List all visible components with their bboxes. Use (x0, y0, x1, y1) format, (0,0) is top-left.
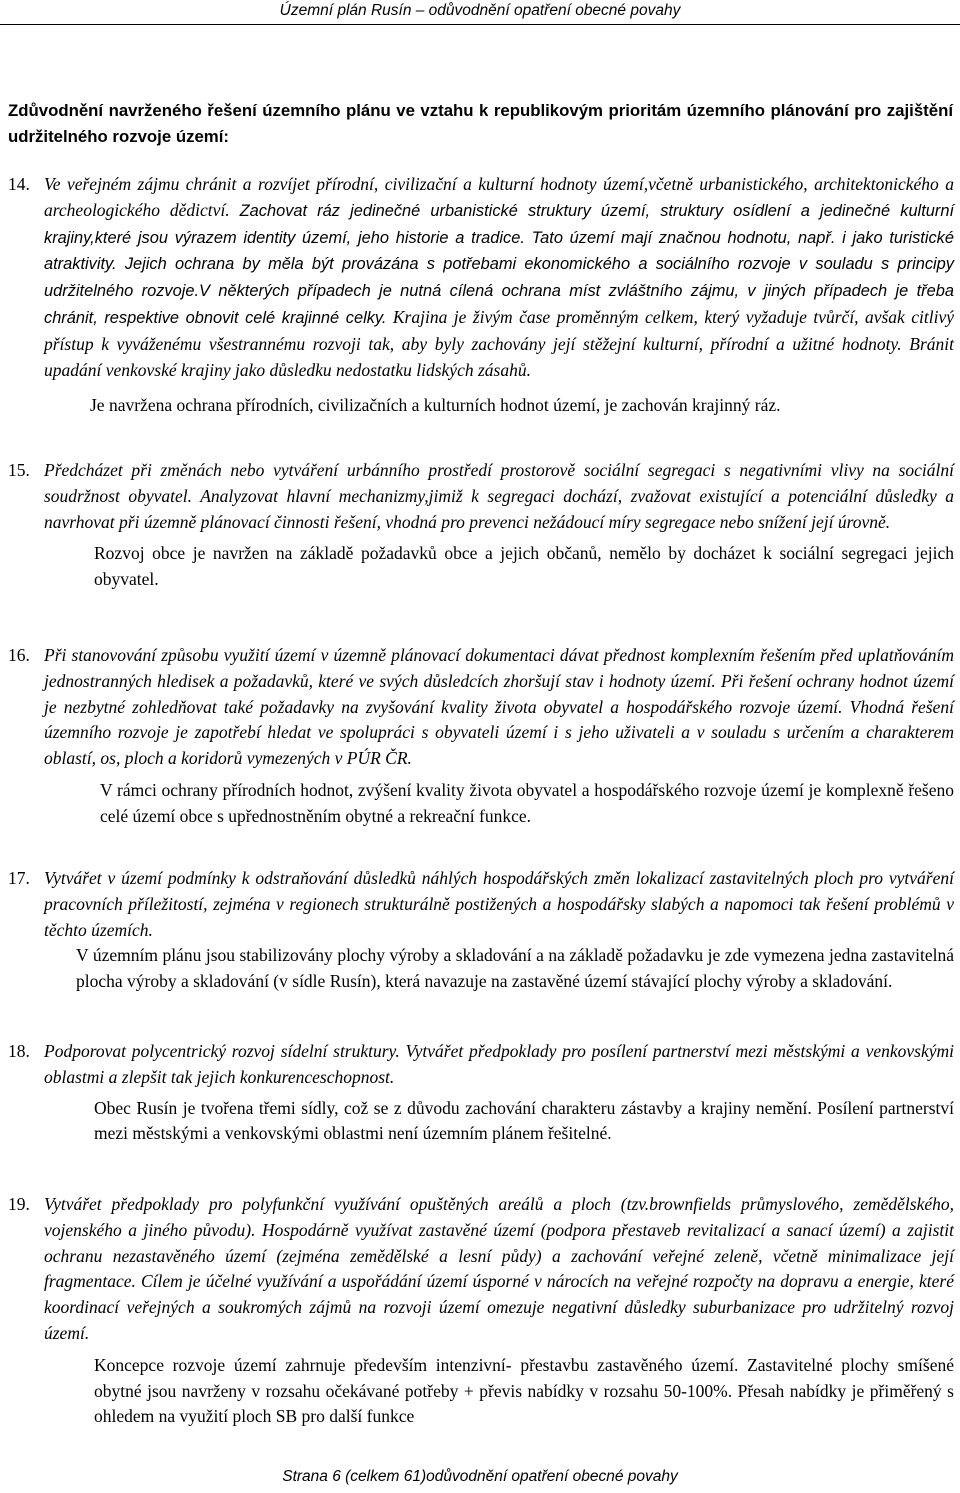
priority-item-16 (8, 643, 954, 830)
priority-item-18 (8, 1039, 954, 1147)
priority-sentence: Předcházet při změnách nebo vytváření urbánního prostředí prostorově sociální segregaci s negativními vlivy na sociální soudržnost obyvatel. Analyzovat hlavní mechanizmy,jimiž k segregaci dochází, zvažovat existující a potenciální důsledky a navrhovat při územně plánovací činnosti řešení, vhodná pro prevenci nežádoucí míry segregace nebo snížení její úrovně. (44, 460, 954, 532)
priority-sentence: Vytvářet předpoklady pro polyfunkční využívání opuštěných areálů a ploch (tzv.brownfields průmyslového, zemědělského, vojenského a jiného původu). Hospodárně využívat zastavěné území (podpora přestaveb revitalizací a sanací území) a zajistit ochranu nezastavěného území (zejména zemědělské a lesní půdy) a zachování veřejné zeleně, včetně minimalizace její fragmentace. Cílem je účelné využívání a uspořádání území úsporné v nárocích na veřejné rozpočty na dopravu a energie, které koordinací veřejných a soukromých zájmů na rozvoji území omezuje negativní důsledky suburbanizace pro udržitelný rozvoj území. (44, 1194, 954, 1343)
page-header: Územní plán Rusín – odůvodnění opatření obecné povahy (279, 2, 681, 19)
priority-text (8, 458, 954, 535)
response-text: Koncepce rozvoje území zahrnuje především intenzivní- přestavbu zastavěného území. Zastavitelné plochy smíšené obytné jsou navrženy v rozsahu očekávané potřeby + převis nabídky v rozsahu 50-100%. Přesah nabídky je přiměřený s ohledem na využití ploch SB pro další funkce (94, 1354, 954, 1427)
response-text: V územním plánu jsou stabilizovány plochy výroby a skladování a na základě požadavku je zde vymezena jedna zastavitelná plocha výroby a skladování (v sídle Rusín), která navazuje na zastavěné území stávající plochy výroby a skladování. (76, 945, 954, 992)
priority-sentence: Krajina je živým čase proměnným celkem, který vyžaduje tvůrčí, avšak citlivý přístup k vyváženému všestrannému rozvoji tak, aby byly zachovány její stěžejní kulturní, přírodní a užitné hodnoty. Bránit upadání venkovské krajiny jako důsledku nedostatku lidských zásahů. (44, 306, 954, 380)
priority-item-15 (8, 458, 954, 593)
priority-sentence: Ve veřejném zájmu chránit a rozvíjet přírodní, civilizační a kulturní hodnoty území,včetně urbanistického, architektonického a archeologického dědictví. (44, 174, 954, 220)
page-footer: Strana 6 (celkem 61)odůvodnění opatření obecné povahy (282, 1468, 678, 1485)
priority-item-19 (8, 1192, 954, 1430)
priority-number: 16. (8, 645, 30, 665)
response-text: Rozvoj obce je navržen na základě požadavků obce a jejich občanů, nemělo by docházet k sociální segregaci jejich obyvatel. (94, 543, 954, 590)
priority-text (8, 172, 954, 383)
priority-number: 15. (8, 460, 30, 480)
header-rule (0, 24, 960, 25)
section-heading: Zdůvodnění navrženého řešení územního plánu ve vztahu k republikovým prioritám územního plánování pro zajištění udržitelného rozvoje území: (8, 101, 953, 146)
priority-text (8, 1039, 954, 1091)
priority-sentence: Při stanovování způsobu využití území v územně plánovací dokumentaci dávat přednost komplexním řešením před uplatňováním jednostranných hledisek a požadavků, které ve svých důsledcích zhoršují stav i hodnoty území. Při řešení ochrany hodnot území je nezbytné zohledňovat také požadavky na zvyšování kvality života obyvatel a hospodářského rozvoje území. Vhodná řešení územního rozvoje je zapotřebí hledat ve spolupráci s obyvateli území i s jeho uživateli a v souladu s určením a charakterem oblastí, os, ploch a koridorů vymezených v PÚR ČR. (44, 645, 954, 769)
priority-number: 19. (8, 1194, 30, 1214)
priority-text (8, 866, 954, 943)
response-text: V rámci ochrany přírodních hodnot, zvýšení kvality života obyvatel a hospodářského rozvoje území je komplexně řešeno celé území obce s upřednostněním obytné a rekreační funkce. (100, 779, 954, 826)
priority-number: 14. (8, 174, 30, 194)
priority-item-14 (8, 172, 954, 419)
response-text: Obec Rusín je tvořena třemi sídly, což se z důvodu zachování charakteru zástavby a krajiny nemění. Posílení partnerství mezi městskými a venkovskými oblastmi není územním plánem řešitelné. (94, 1097, 954, 1144)
priority-text (8, 643, 954, 772)
priority-text (8, 1192, 954, 1347)
priority-number: 17. (8, 868, 30, 888)
priority-sentence: Zachovat ráz jedinečné urbanistické struktury území, struktury osídlení a jedinečné kulturní krajiny,které jsou výrazem identity území, jeho historie a tradice. Tato území mají značnou hodnotu, např. i jako turistické atraktivity. Jejich ochrana by měla být provázána s potřebami ekonomického a sociálního rozvoje v souladu s principy udržitelného rozvoje.V některých případech je nutná cílená ochrana míst zvláštního zájmu, v jiných případech je třeba chránit, respektive obnovit celé krajinné celky. (44, 201, 954, 327)
priority-sentence: Podporovat polycentrický rozvoj sídelní struktury. Vytvářet předpoklady pro posílení partnerství mezi městskými a venkovskými oblastmi a zlepšit tak jejich konkurenceschopnost. (44, 1041, 954, 1087)
priority-item-17 (8, 866, 954, 995)
response-text: Je navržena ochrana přírodních, civilizačních a kulturních hodnot území, je zachován krajinný ráz. (90, 395, 781, 416)
priority-number: 18. (8, 1041, 30, 1061)
priority-sentence: Vytvářet v území podmínky k odstraňování důsledků náhlých hospodářských změn lokalizací zastavitelných ploch pro vytváření pracovních příležitostí, zejména v regionech strukturálně postižených a hospodářsky slabých a napomoci tak řešení problémů v těchto územích. (44, 868, 954, 940)
